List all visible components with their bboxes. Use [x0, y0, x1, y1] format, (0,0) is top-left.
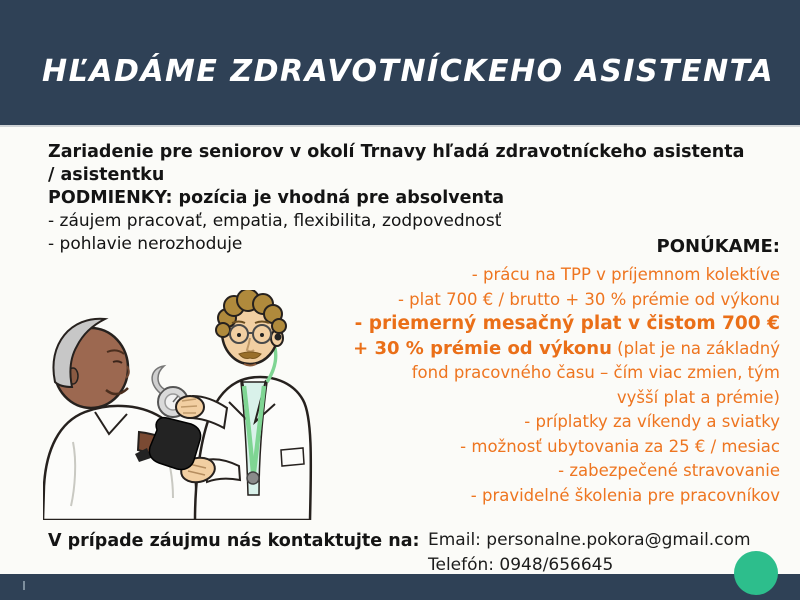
offer-item-3-bold: - priemerný mesačný plat v čistom 700 €	[354, 313, 780, 334]
contact-label: V prípade záujmu nás kontaktujte na:	[48, 531, 420, 551]
offer-item-7: - pravidelné školenia pre pracovníkov	[470, 485, 780, 505]
teal-circle-decoration	[734, 551, 778, 595]
conditions-heading: PODMIENKY: pozícia je vhodná pre absolventa	[48, 188, 505, 208]
condition-item-1: - záujem pracovať, empatia, flexibilita, zodpovednosť	[48, 211, 502, 231]
contact-details	[428, 528, 751, 577]
offer-heading: PONÚKAME:	[656, 236, 780, 257]
header-bar	[0, 0, 800, 127]
intro-block	[48, 141, 748, 256]
offer-item-3-wrap-2: vyšší plat a prémie)	[616, 387, 780, 407]
page-title: HĽADÁME ZDRAVOTNÍCKEHO ASISTENTA	[42, 54, 775, 89]
footer-tick	[23, 581, 25, 590]
offer-list	[310, 263, 780, 508]
contact-email: Email: personalne.pokora@gmail.com	[428, 530, 751, 550]
offer-item-1: - prácu na TPP v príjemnom kolektíve	[471, 265, 780, 284]
offer-item-5: - možnosť ubytovania za 25 € / mesiac	[460, 436, 780, 456]
condition-item-2: - pohlavie nerozhoduje	[48, 234, 243, 254]
intro-line-1: Zariadenie pre seniorov v okolí Trnavy hľadá zdravotníckeho asistenta	[48, 142, 745, 162]
intro-line-2: / asistentku	[48, 165, 165, 185]
offer-item-3b-bold-segment: + 30 % prémie od výkonu	[353, 337, 612, 359]
offer-item-6: - zabezpečené stravovanie	[558, 461, 780, 480]
offer-item-3-continued	[310, 337, 780, 362]
offer-item-4: - príplatky za víkendy a sviatky	[524, 412, 780, 431]
contact-phone: Telefón: 0948/656645	[428, 554, 614, 575]
offer-item-3b-regular-segment: (plat je na základný	[611, 338, 780, 358]
offer-item-2: - plat 700 € / brutto + 30 % prémie od výkonu	[397, 289, 780, 309]
doctor-patient-illustration	[43, 290, 313, 520]
offer-item-3-wrap-1: fond pracovného času – čím viac zmien, tým	[411, 363, 780, 382]
footer-bar	[0, 574, 800, 600]
